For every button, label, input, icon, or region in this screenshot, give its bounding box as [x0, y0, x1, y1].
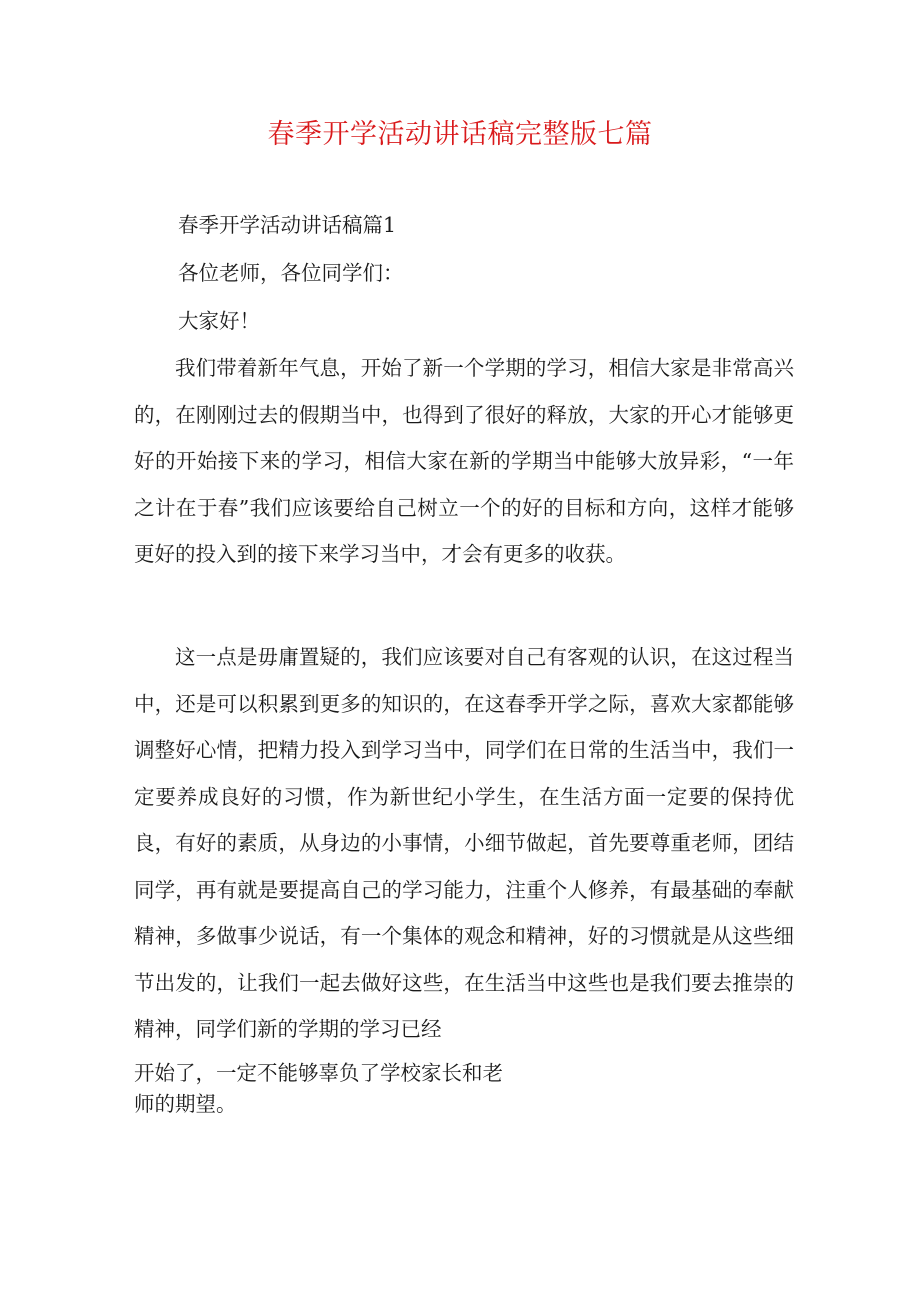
salutation: 各位老师，各位同学们：	[178, 261, 404, 285]
greeting: 大家好！	[178, 309, 260, 333]
section-heading: 春季开学活动讲话稿篇1	[178, 213, 397, 237]
document-title: 春季开学活动讲话稿完整版七篇	[267, 119, 653, 150]
paragraph-1: 我们带着新年气息，开始了新一个学期的学习，相信大家是非常高兴的，在刚刚过去的假期当中，也得到了很好的释放，大家的开心才能够更好的开始接下来的学习，相信大家在新的学期当中能够大放异彩，“一年之计在于春”我们应该要给自己树立一个的好的目标和方向，这样才能够更好的投入到的接下来学习当中，才会有更多的收获。	[134, 356, 794, 566]
paragraph-2-line-a: 开始了，一定不能够辜负了学校家长和老	[134, 1061, 503, 1085]
paragraph-2-line-b: 师的期望。	[134, 1092, 237, 1116]
paragraph-2: 这一点是毋庸置疑的，我们应该要对自己有客观的认识，在这过程当中，还是可以积累到更多的知识的，在这春季开学之际，喜欢大家都能够调整好心情，把精力投入到学习当中，同学们在日常的生活当中，我们一定要养成良好的习惯，作为新世纪小学生，在生活方面一定要的保持优良，有好的素质，从身边的小事情，小细节做起，首先要尊重老师，团结同学，再有就是要提高自己的学习能力，注重个人修养，有最基础的奉献精神，多做事少说话，有一个集体的观念和精神，好的习惯就是从这些细节出发的，让我们一起去做好这些，在生活当中这些也是我们要去推崇的精神，同学们新的学期的学习已经	[134, 645, 794, 1041]
